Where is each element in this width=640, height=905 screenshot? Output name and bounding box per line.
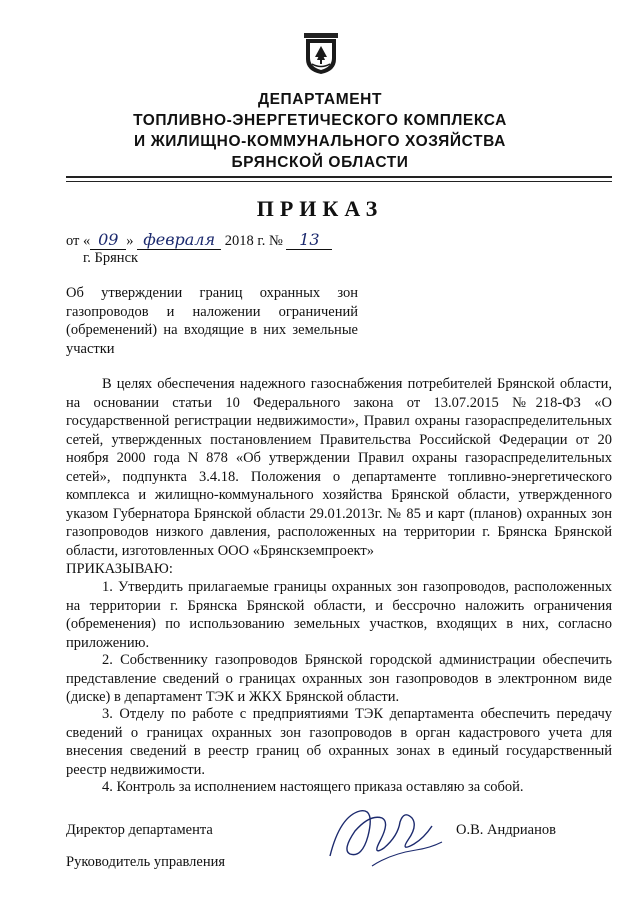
subject: Об утверждении границ охранных зон газопроводов и наложении ограничений (обременений) на входящие в них земельные участки (66, 285, 358, 357)
department-name-line2: ТОПЛИВНО-ЭНЕРГЕТИЧЕСКОГО КОМПЛЕКСА (133, 112, 507, 129)
order-number: 13 (286, 230, 332, 250)
preamble-paragraph: В целях обеспечения надежного газоснабжения потребителей Брянской области, на основании статьи 10 Федерального закона от 13.07.2015 №218-ФЗ «О государственной регистрации недвижимости», Правил охраны газораспределительных сетей, утвержденных постановлением Правительства Российской Федерации от 20 ноября 2000 года N 878 «Об утверждении Правил охраны газораспределительных сетей», подпункта 3.4.18. Положения о департаменте топливно-энергетического комплекса и жилищно-коммунального хозяйства Брянской области, утвержденного указом Губернатора Брянской области 29.01.2013г. № 85 и карт (планов) охранных зон газопроводов низкого давления, расположенных на территории г. Брянска Брянской области, изготовленных ООО «Брянскземпроект» (66, 376, 612, 559)
department-name-line3: И ЖИЛИЩНО-КОММУНАЛЬНОГО ХОЗЯЙСТВА (134, 133, 506, 150)
order-item-4: 4. Контроль за исполнением настоящего приказа оставляю за собой. (102, 779, 524, 795)
order-item-3: 3. Отделу по работе с предприятиями ТЭК департамента обеспечить передачу сведений о границах охранных зон газопроводов в орган кадастрового учета для внесения сведений в реестр границ об охранных зонах в единый государственный реестр недвижимости. (66, 706, 612, 778)
order-item-1: 1. Утвердить прилагаемые границы охранных зон газопроводов, расположенных на территории г. Брянска Брянской области, и бессрочно наложить ограничения (обременения) по использованию земельных участков, входящих в них, согласно приложению. (66, 579, 612, 651)
department-name-line1: ДЕПАРТАМЕНТ (257, 91, 383, 108)
header-divider-thin (66, 181, 612, 182)
order-item-2: 2. Собственнику газопроводов Брянской городской администрации обеспечить представление сведений о границах охранных зон газопроводов в электронном виде (диске) в департамент ТЭК и ЖКХ Брянской области. (66, 652, 612, 705)
date-prefix: от « (66, 233, 91, 249)
document-title: ПРИКАЗ (256, 196, 384, 221)
order-word: ПРИКАЗЫВАЮ: (66, 561, 173, 577)
director-title: Директор департамента (66, 822, 213, 838)
city: г. Брянск (83, 250, 139, 266)
handwritten-signature (320, 796, 450, 876)
department-name-line4: БРЯНСКОЙ ОБЛАСТИ (231, 154, 409, 171)
director-name: О.В. Андрианов (456, 822, 556, 838)
date-day: 09 (90, 230, 126, 250)
date-mid: » (126, 233, 134, 249)
number-sign: № (268, 233, 283, 249)
head-of-division-title: Руководитель управления (66, 854, 226, 870)
coat-of-arms-icon (304, 33, 338, 75)
date-month: февраля (137, 230, 221, 250)
date-line (66, 230, 332, 250)
header-divider-thick (66, 176, 612, 178)
date-year: 2018 г. (224, 233, 266, 249)
